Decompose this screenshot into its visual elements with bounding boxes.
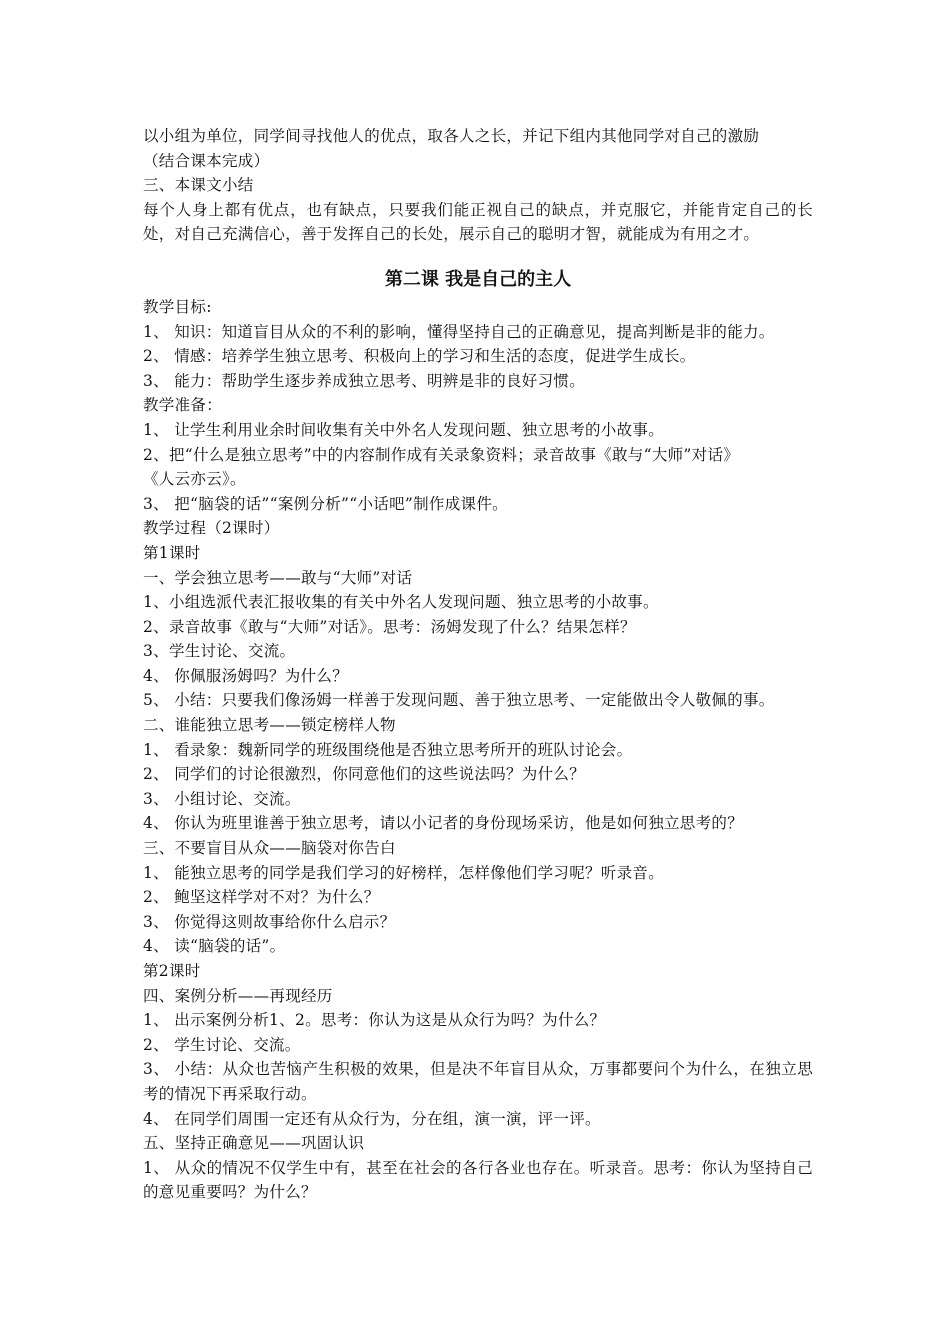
body-line: 3、 能力：帮助学生逐步养成独立思考、明辨是非的良好习惯。 — [143, 371, 585, 390]
body-line: 2、录音故事《敢与“大师”对话》。思考：汤姆发现了什么？结果怎样？ — [143, 617, 636, 636]
body-line: 第2课时 — [143, 962, 201, 980]
body-line: 3、学生讨论、交流。 — [143, 642, 296, 661]
body-line: 2、 学生讨论、交流。 — [143, 1035, 301, 1054]
body-line: 3、 把“脑袋的话”“案例分析”“小话吧”制作成课件。 — [143, 494, 508, 513]
body-line: 1、 让学生利用业余时间收集有关中外名人发现问题、独立思考的小故事。 — [143, 420, 664, 439]
body-line: 《人云亦云》。 — [143, 470, 246, 489]
paragraph-line: 以小组为单位，同学间寻找他人的优点，取各人之长，并记下组内其他同学对自己的激励 — [143, 127, 760, 145]
body-line: 1、 出示案例分析1、2。思考：你认为这是从众行为吗？为什么？ — [143, 1011, 606, 1030]
body-line: 教学准备： — [143, 396, 223, 415]
body-line: 二、谁能独立思考——锁定榜样人物 — [143, 716, 396, 735]
body-line: 教学过程（2课时） — [143, 519, 280, 538]
lesson-body — [143, 295, 813, 1057]
body-line: 4、 你佩服汤姆吗？为什么？ — [143, 666, 348, 685]
body-line: 1、 能独立思考的同学是我们学习的好榜样，怎样像他们学习呢？听录音。 — [143, 863, 664, 882]
body-line: 1、小组选派代表汇报收集的有关中外名人发现问题、独立思考的小故事。 — [143, 593, 659, 612]
body-line: 2、 同学们的讨论很激烈，你同意他们的这些说法吗？为什么？ — [143, 765, 585, 784]
body-line: 四、案例分析——再现经历 — [143, 986, 333, 1005]
body-line: 3、 小组讨论、交流。 — [143, 789, 301, 808]
body-line: 4、 你认为班里谁善于独立思考，请以小记者的身份现场采访，他是如何独立思考的？ — [143, 814, 743, 833]
body-line: 教学目标: — [143, 297, 212, 316]
body-line: 4、 读“脑袋的话”。 — [143, 937, 286, 956]
body-line: 三、不要盲目从众——脑袋对你告白 — [143, 839, 396, 858]
body-line: 1、 看录象：魏新同学的班级围绕他是否独立思考所开的班队讨论会。 — [143, 740, 633, 759]
document-page — [143, 124, 813, 1205]
paragraph-line: 4、 在同学们周围一定还有从众行为，分在组，演一演，评一评。 — [143, 1109, 601, 1128]
body-line: 2、把“什么是独立思考”中的内容制作成有关录象资料；录音故事《敢与“大师”对话》 — [143, 445, 740, 464]
paragraph-line: （结合课本完成） — [143, 151, 270, 170]
body-line: 2、 情感：培养学生独立思考、积极向上的学习和生活的态度，促进学生成长。 — [143, 347, 696, 366]
final-paragraph: 1、 从众的情况不仅学生中有，甚至在社会的各行各业也存在。听录音。思考：你认为坚持自己的意见重要吗？为什么？ — [143, 1158, 813, 1202]
body-line: 2、 鲍坚这样学对不对？为什么？ — [143, 888, 380, 907]
body-line: 一、学会独立思考——敢与“大师”对话 — [143, 568, 413, 587]
body-line: 3、 你觉得这则故事给你什么启示？ — [143, 912, 396, 931]
body-line: 5、 小结：只要我们像汤姆一样善于发现问题、善于独立思考、一定能做出令人敬佩的事。 — [143, 691, 775, 710]
summary-paragraph: 每个人身上都有优点，也有缺点，只要我们能正视自己的缺点，并克服它，并能肯定自己的长处，对自己充满信心，善于发挥自己的长处，展示自己的聪明才智，就能成为有用之才。 — [143, 200, 813, 244]
section-heading: 五、坚持正确意见——巩固认识 — [143, 1134, 365, 1153]
lesson-title: 第二课 我是自己的主人 — [384, 268, 572, 290]
summary-paragraph-2: 3、 小结：从众也苦恼产生积极的效果，但是决不年盲目从众，万事都要问个为什么，在独立思考的情况下再采取行动。 — [143, 1060, 813, 1103]
body-line: 第1课时 — [143, 543, 201, 562]
body-line: 1、 知识：知道盲目从众的不利的影响，懂得坚持自己的正确意见，提高判断是非的能力。 — [143, 322, 775, 341]
section-heading: 三、本课文小结 — [143, 176, 254, 195]
